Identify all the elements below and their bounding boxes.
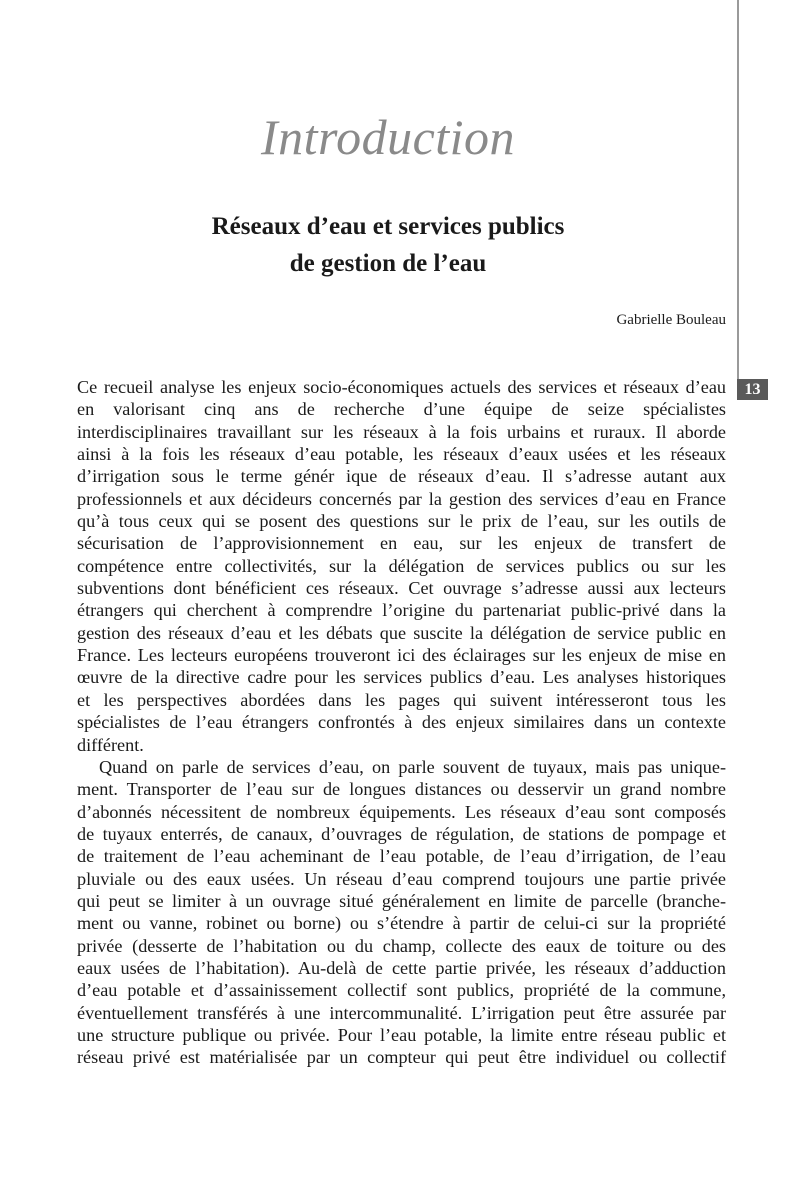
text-line: qu’à tous ceux qui se posent des questions sur le prix de l’eau, sur les outils de (77, 511, 726, 532)
text-line: interdisciplinaires travaillant sur les réseaux à la fois urbains et ruraux. Il aborde (77, 421, 726, 442)
text-line: une structure publique ou privée. Pour l’eau potable, la limite entre réseau public et (77, 1024, 726, 1045)
paragraph (77, 756, 726, 1069)
text-line: qui peut se limiter à un ouvrage situé généralement en limite de parcelle (branche- (77, 890, 726, 911)
text-line: réseau privé est matérialisée par un compteur qui peut être individuel ou collectif (77, 1047, 726, 1068)
text-line: étrangers qui cherchent à comprendre l’origine du partenariat public-privé dans la (77, 600, 726, 621)
text-line: ment ou vanne, robinet ou borne) ou s’étendre à partir de celui-ci sur la propriété (77, 913, 726, 934)
text-line: compétence entre collectivités, sur la délégation de services publics ou sur les (77, 555, 726, 576)
text-line: différent. (77, 734, 144, 755)
chapter-subtitle (0, 208, 776, 282)
subtitle-line: de gestion de l’eau (289, 250, 487, 277)
text-line: subventions dont bénéficient ces réseaux. Cet ouvrage s’adresse aussi aux lecteurs (77, 578, 726, 599)
text-line: d’irrigation sous le terme génér ique de réseaux d’eau. Il s’adresse autant aux (77, 466, 726, 487)
paragraph (77, 376, 726, 756)
text-line: éventuellement transférés à une intercommunalité. L’irrigation peut être assurée par (77, 1002, 726, 1023)
subtitle-line: Réseaux d’eau et services publics (211, 213, 565, 240)
text-line: en valorisant cinq ans de recherche d’une équipe de seize spécialistes (77, 399, 726, 420)
text-line: spécialistes de l’eau étrangers confrontés à des enjeux similaires dans un contexte (77, 712, 726, 733)
text-line: œuvre de la directive cadre pour les services publics d’eau. Les analyses historiques (77, 667, 726, 688)
text-line: France. Les lecteurs européens trouveront ici des éclairages sur les enjeux de mise en (77, 645, 726, 666)
text-line: et les perspectives abordées dans les pages qui suivent intéresseront tous les (77, 689, 726, 710)
text-line: de tuyaux enterrés, de canaux, d’ouvrages de régulation, de stations de pompage et (77, 823, 726, 844)
body-text (77, 376, 726, 1069)
text-line: d’eau potable et d’assainissement collectif sont publics, propriété de la commune, (77, 980, 726, 1001)
chapter-title: Introduction (260, 109, 516, 165)
text-line: ment. Transporter de l’eau sur de longues distances ou desservir un grand nombre (77, 779, 726, 800)
text-line: d’abonnés nécessitent de nombreux équipements. Les réseaux d’eau sont composés (77, 801, 726, 822)
margin-rule (737, 0, 739, 380)
text-line: de traitement de l’eau acheminant de l’eau potable, de l’eau d’irrigation, de l’eau (77, 846, 726, 867)
text-line: gestion des réseaux d’eau et les débats que suscite la délégation de service public en (77, 622, 726, 643)
text-line: pluviale ou des eaux usées. Un réseau d’eau comprend toujours une partie privée (77, 868, 726, 889)
text-line: professionnels et aux décideurs concernés par la gestion des services d’eau en France (77, 488, 726, 509)
text-line: ainsi à la fois les réseaux d’eau potable, les réseaux d’eaux usées et les réseaux (77, 444, 726, 465)
text-line: Quand on parle de services d’eau, on parle souvent de tuyaux, mais pas unique- (99, 756, 726, 777)
text-line: eaux usées de l’habitation). Au-delà de cette partie privée, les réseaux d’adduction (77, 957, 726, 978)
text-line: privée (desserte de l’habitation ou du champ, collecte des eaux de toiture ou des (77, 935, 726, 956)
text-line: sécurisation de l’approvisionnement en eau, sur les enjeux de transfert de (77, 533, 726, 554)
page-number: 13 (737, 379, 768, 400)
author-name: Gabrielle Bouleau (616, 312, 726, 328)
text-line: Ce recueil analyse les enjeux socio-économiques actuels des services et réseaux d’eau (77, 377, 726, 397)
